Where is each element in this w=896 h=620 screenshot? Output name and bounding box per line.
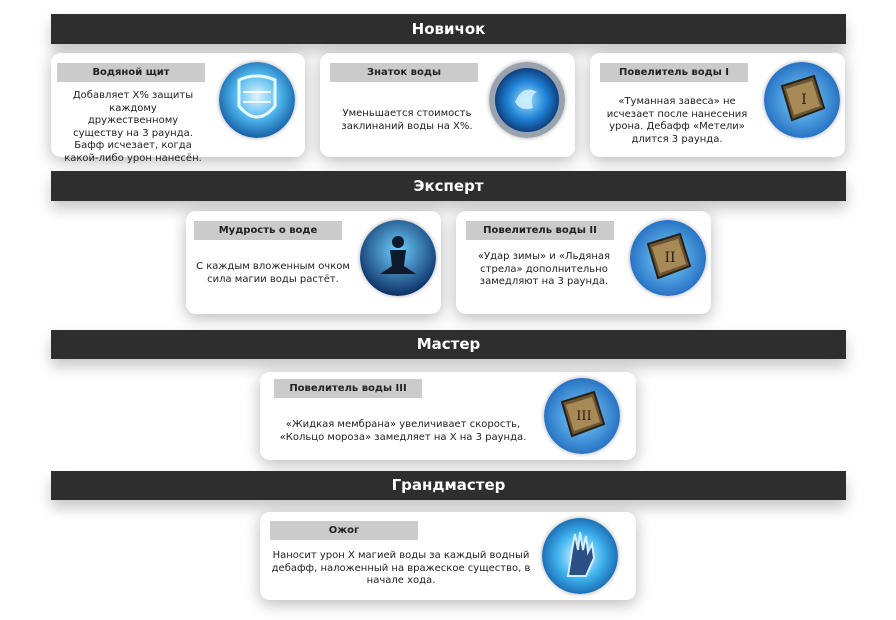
meditating-figure-icon	[360, 220, 436, 296]
tier-header-master: Мастер	[51, 330, 846, 359]
tome-three-icon	[544, 378, 620, 454]
skill-title: Повелитель воды III	[274, 379, 422, 398]
skill-description: Наносит урон X магией воды за каждый водный дебафф, наложенный на вражеское существо, в начале хода.	[271, 550, 531, 586]
skill-card-water-expert[interactable]	[320, 53, 575, 157]
skill-card-burn[interactable]	[260, 512, 636, 600]
skill-description: С каждым вложенным очком сила магии воды растёт.	[196, 261, 350, 285]
svg-text:II: II	[664, 250, 676, 266]
skill-description: Добавляет X% защиты каждому дружественному существу на 3 раунда. Бафф исчезает, когда какой-либо урон нанесён.	[64, 90, 202, 164]
svg-text:III: III	[576, 409, 592, 424]
skill-title: Мудрость о воде	[194, 221, 342, 240]
tier-header-grandmaster: Грандмастер	[51, 471, 846, 500]
frost-hand-icon	[542, 518, 618, 594]
tier-header-novice: Новичок	[51, 14, 846, 44]
skill-title: Ожог	[270, 521, 418, 540]
skill-card-water-wisdom[interactable]	[186, 211, 441, 314]
skill-description: «Туманная завеса» не исчезает после нанесения урона. Дебафф «Метели» длится 3 раунда.	[606, 96, 748, 145]
skill-title: Повелитель воды I	[600, 63, 748, 82]
skill-title: Повелитель воды II	[466, 221, 614, 240]
tome-two-icon	[630, 220, 706, 296]
skill-description: «Жидкая мембрана» увеличивает скорость, «Кольцо мороза» замедляет на X на 3 раунда.	[279, 419, 527, 443]
skill-description: «Удар зимы» и «Льдяная стрела» дополнительно замедляют на 3 раунда.	[477, 251, 611, 287]
tier-header-expert: Эксперт	[51, 171, 846, 201]
skill-card-water-shield[interactable]	[51, 53, 305, 164]
water-orb-icon	[489, 62, 565, 138]
water-shield-icon	[219, 62, 295, 138]
skill-title: Знаток воды	[330, 63, 478, 82]
skill-title: Водяной щит	[57, 63, 205, 82]
skill-card-water-master-2[interactable]	[456, 211, 711, 314]
svg-text:I: I	[801, 92, 807, 108]
skill-description: Уменьшается стоимость заклинаний воды на X%.	[341, 108, 473, 132]
tome-one-icon	[764, 62, 840, 138]
skill-card-water-master-3[interactable]	[260, 372, 636, 460]
skill-card-water-master-1[interactable]	[590, 53, 845, 157]
